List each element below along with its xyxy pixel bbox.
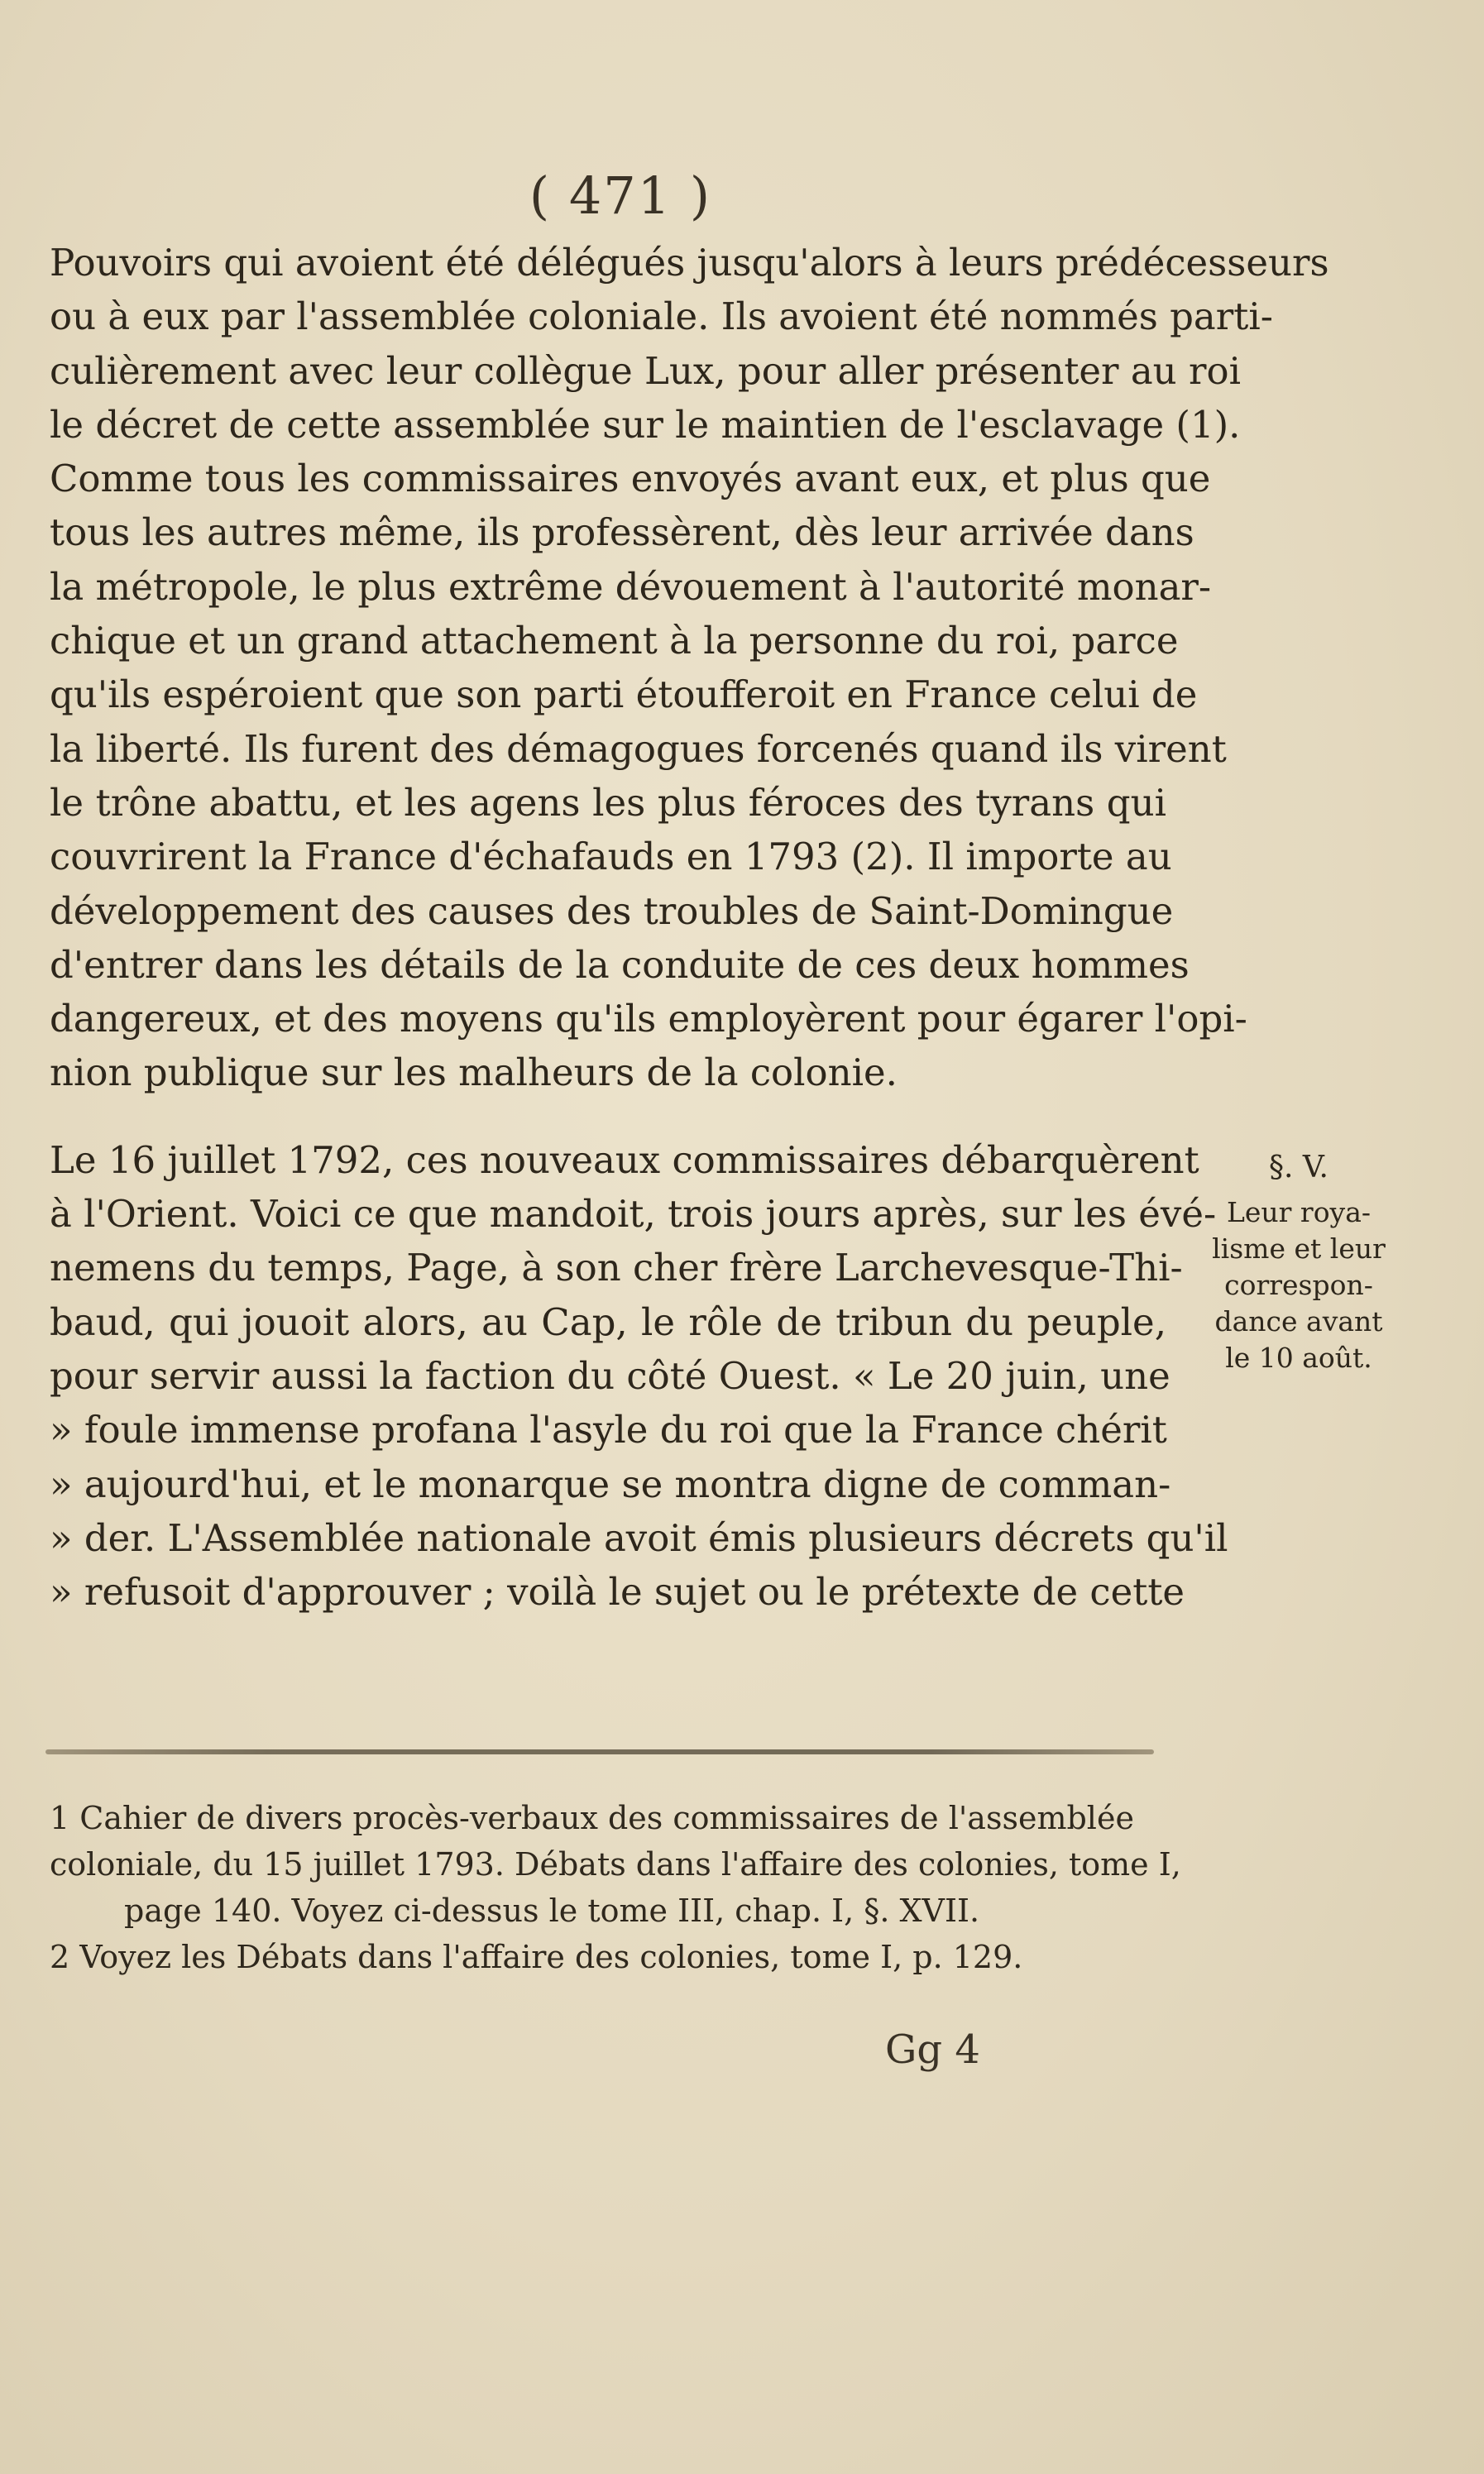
text-line: couvrirent la France d'échafauds en 1793 (2). Il importe au [50,835,1172,879]
text-line: à l'Orient. Voici ce que mandoit, trois jours après, sur les évé- [50,1192,1217,1237]
text-line: » refusoit d'approuver ; voilà le sujet ou le prétexte de cette [50,1570,1185,1615]
text-line: pour servir aussi la faction du côté Ouest. « Le 20 juin, une [50,1353,1170,1398]
footnote-line: coloniale, du 15 juillet 1793. Débats dans l'affaire des colonies, tome I, [50,1846,1181,1883]
footnote-divider [45,1749,1154,1754]
text-line: nemens du temps, Page, à son cher frère Larchevesque-Thi- [50,1246,1183,1290]
footnotes [50,1795,1181,1980]
text-line: Le 16 juillet 1792, ces nouveaux commissaires débarquèrent [50,1137,1199,1182]
footnote-line: 2 Voyez les Débats dans l'affaire des colonies, tome I, p. 129. [50,1939,1023,1975]
text-line: le trône abattu, et les agens les plus féroces des tyrans qui [50,780,1166,825]
text-line: nion publique sur les malheurs de la colonie. [50,1050,898,1095]
text-line: » der. L'Assemblée nationale avoit émis plusieurs décrets qu'il [50,1515,1228,1560]
text-line: culièrement avec leur collègue Lux, pour aller présenter au roi [50,348,1241,393]
paragraph-gap [50,1100,1166,1133]
footnote-line: page 140. Voyez ci-dessus le tome III, chap. I, §. XVII. [124,1893,980,1929]
page-number: ( 471 ) [529,165,712,226]
text-line: ou à eux par l'assemblée coloniale. Ils avoient été nommés parti- [50,294,1273,339]
signature-mark: Gg 4 [885,2027,980,2073]
text-line: » foule immense profana l'asyle du roi que la France chérit [50,1408,1167,1452]
text-line: tous les autres même, ils professèrent, dès leur arrivée dans [50,510,1194,555]
text-line: le décret de cette assemblée sur le maintien de l'esclavage (1). [50,402,1241,447]
text-line: qu'ils espéroient que son parti étoufferoit en France celui de [50,672,1198,717]
margin-note-line: le 10 août. [1225,1342,1372,1374]
margin-note-line: lisme et leur [1212,1232,1386,1265]
text-line: baud, qui jouoit alors, au Cap, le rôle de tribun du peuple, [50,1299,1166,1344]
margin-note-line: dance avant [1214,1305,1383,1337]
text-line: Pouvoirs qui avoient été délégués jusqu'alors à leurs prédécesseurs [50,241,1329,285]
text-line: développement des causes des troubles de Saint-Domingue [50,888,1174,933]
text-line: d'entrer dans les détails de la conduite de ces deux hommes [50,942,1190,987]
margin-note [1183,1150,1415,1376]
text-line: dangereux, et des moyens qu'ils employèrent pour égarer l'opi- [50,997,1247,1041]
footnote-line: 1 Cahier de divers procès-verbaux des commissaires de l'assemblée [50,1800,1134,1836]
margin-note-line: correspon- [1224,1269,1373,1301]
text-line: chique et un grand attachement à la personne du roi, parce [50,619,1179,663]
section-heading: §. V. [1268,1151,1329,1184]
text-line: la métropole, le plus extrême dévouement à l'autorité monar- [50,564,1212,609]
text-line: Comme tous les commissaires envoyés avant eux, et plus que [50,457,1211,501]
text-line: » aujourd'hui, et le monarque se montra digne de comman- [50,1462,1171,1506]
text-line: la liberté. Ils furent des démagogues forcenés quand ils virent [50,726,1227,771]
margin-note-line: Leur roya- [1226,1196,1372,1228]
